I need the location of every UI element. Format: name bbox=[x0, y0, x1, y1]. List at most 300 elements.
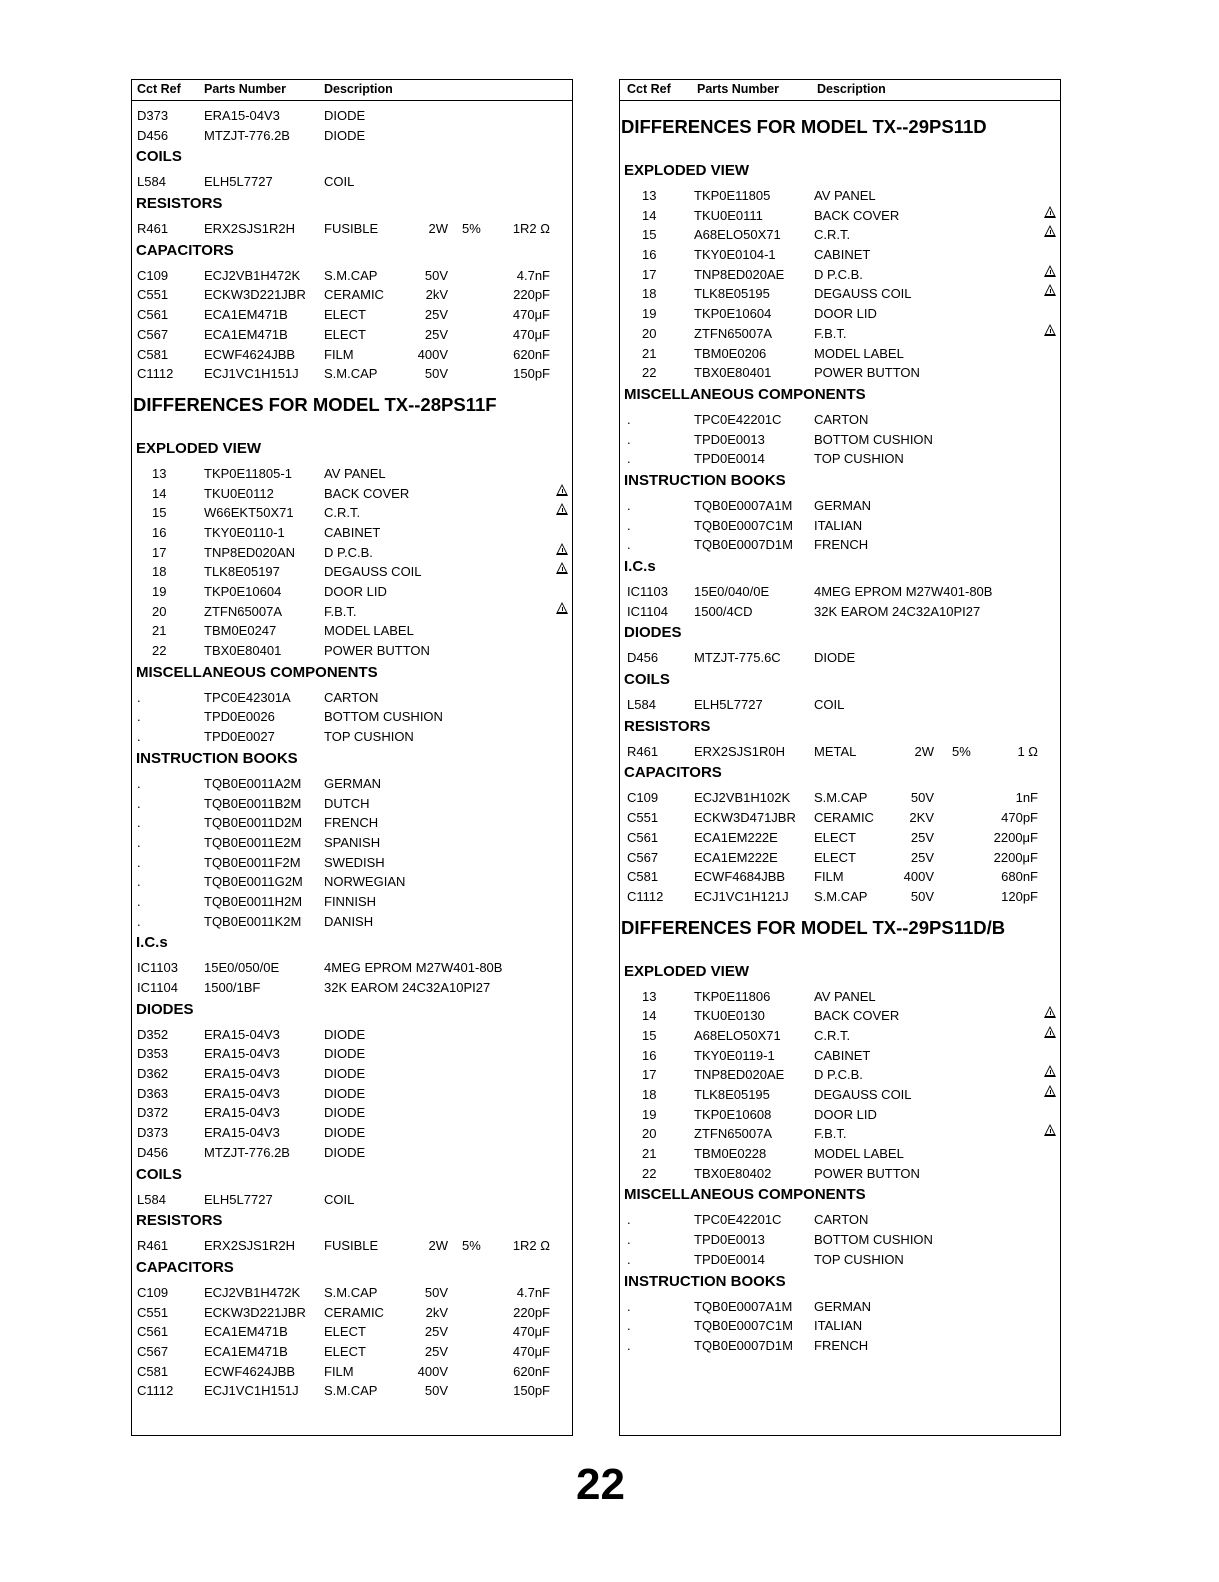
description: DOOR LID bbox=[324, 584, 387, 599]
description: TOP CUSHION bbox=[814, 451, 904, 467]
cct-ref: 17 bbox=[642, 1067, 657, 1083]
parts-number: ECJ1VC1H151J bbox=[204, 366, 299, 382]
table-row bbox=[620, 1297, 1060, 1317]
table-row bbox=[620, 496, 1060, 516]
safety-warning-icon bbox=[1044, 265, 1056, 277]
section-heading: MISCELLANEOUS COMPONENTS bbox=[136, 663, 378, 681]
table-row bbox=[620, 1026, 1060, 1046]
parts-number: TLK8E05195 bbox=[694, 286, 770, 302]
voltage-rating: 2kV bbox=[425, 1304, 448, 1320]
parts-number: 15E0/050/0E bbox=[204, 960, 280, 976]
parts-number: TPD0E0026 bbox=[204, 709, 275, 725]
voltage-rating: 2KV bbox=[909, 810, 934, 826]
description: FUSIBLE bbox=[324, 1238, 379, 1254]
table-row bbox=[620, 742, 1060, 762]
description: DUTCH bbox=[324, 795, 370, 811]
cct-ref: . bbox=[627, 1251, 631, 1267]
parts-number: ZTFN65007A bbox=[694, 1126, 773, 1142]
table-row bbox=[620, 808, 1060, 828]
table-row bbox=[132, 1103, 572, 1123]
safety-warning-icon bbox=[1044, 225, 1056, 237]
description: COIL bbox=[324, 174, 355, 190]
description: MODEL LABEL bbox=[814, 345, 904, 361]
safety-warning-icon bbox=[1044, 1124, 1056, 1136]
cct-ref: 21 bbox=[642, 345, 657, 361]
parts-number: TQB0E0011A2M bbox=[204, 775, 302, 791]
section-heading: I.C.s bbox=[624, 558, 656, 575]
component-value: 620nF bbox=[513, 346, 550, 362]
table-row bbox=[132, 325, 572, 345]
parts-number: TQB0E0007D1M bbox=[694, 537, 793, 553]
table-row bbox=[132, 172, 572, 192]
table-row bbox=[620, 887, 1060, 907]
table-row bbox=[620, 602, 1060, 622]
description: POWER BUTTON bbox=[814, 1165, 920, 1181]
component-value: 470μF bbox=[512, 1343, 550, 1359]
cct-ref: C109 bbox=[137, 267, 169, 283]
cct-ref: IC1104 bbox=[627, 603, 668, 619]
component-value: 1 Ω bbox=[1017, 743, 1038, 759]
parts-number: ECWF4684JBB bbox=[694, 869, 786, 885]
voltage-rating: 2kV bbox=[425, 287, 448, 303]
safety-warning-icon bbox=[1044, 206, 1056, 218]
table-row bbox=[620, 648, 1060, 668]
table-row bbox=[132, 1084, 572, 1104]
description: SPANISH bbox=[324, 834, 381, 850]
description: BOTTOM CUSHION bbox=[324, 709, 443, 725]
cct-ref: 20 bbox=[642, 325, 657, 341]
description: FRENCH bbox=[324, 815, 379, 831]
description: TOP CUSHION bbox=[324, 729, 414, 745]
description: NORWEGIAN bbox=[324, 874, 406, 890]
table-row bbox=[620, 344, 1060, 364]
voltage-rating: 2W bbox=[914, 743, 934, 759]
tolerance: 5% bbox=[952, 743, 971, 759]
description: FILM bbox=[814, 869, 844, 885]
cct-ref: C1112 bbox=[137, 366, 174, 382]
parts-number: TQB0E0011F2M bbox=[204, 854, 301, 870]
parts-number: TKP0E11806 bbox=[694, 988, 771, 1004]
description: DOOR LID bbox=[814, 1106, 877, 1122]
description: DIODE bbox=[324, 1046, 366, 1062]
cct-ref: 14 bbox=[642, 1008, 657, 1024]
left-parts-table bbox=[131, 79, 573, 1436]
parts-number: TPC0E42201C bbox=[694, 411, 782, 427]
table-row bbox=[620, 1065, 1060, 1085]
table-row bbox=[132, 1303, 572, 1323]
voltage-rating: 25V bbox=[424, 326, 448, 342]
cct-ref: D373 bbox=[137, 108, 169, 123]
section-heading: INSTRUCTION BOOKS bbox=[624, 471, 786, 489]
cct-ref: D353 bbox=[137, 1046, 169, 1062]
table-header bbox=[132, 80, 572, 101]
parts-number: ERA15-04V3 bbox=[204, 1125, 280, 1141]
safety-warning-icon bbox=[1044, 284, 1056, 296]
table-row bbox=[132, 582, 572, 602]
table-row bbox=[132, 503, 572, 523]
parts-number: TPD0E0027 bbox=[204, 729, 275, 745]
parts-number: 15E0/040/0E bbox=[694, 584, 770, 599]
table-row bbox=[620, 848, 1060, 868]
parts-number: ECKW3D221JBR bbox=[204, 287, 306, 303]
parts-number: ECJ2VB1H472K bbox=[204, 267, 301, 283]
component-value: 220pF bbox=[513, 287, 550, 303]
component-value: 470μF bbox=[512, 307, 550, 323]
parts-number: ECA1EM222E bbox=[694, 849, 778, 865]
cct-ref: D456 bbox=[627, 650, 659, 666]
parts-number: TQB0E0007D1M bbox=[694, 1337, 793, 1353]
table-row bbox=[132, 364, 572, 384]
parts-number: 1500/1BF bbox=[204, 980, 261, 995]
safety-warning-icon bbox=[1044, 324, 1056, 336]
cct-ref: . bbox=[137, 913, 141, 929]
cct-ref: 19 bbox=[642, 306, 657, 322]
cct-ref: C1112 bbox=[137, 1383, 174, 1399]
description: COIL bbox=[814, 697, 845, 713]
parts-number: TBM0E0247 bbox=[204, 623, 277, 639]
table-row bbox=[132, 219, 572, 239]
parts-number: TBX0E80401 bbox=[204, 643, 282, 659]
cct-ref: IC1103 bbox=[627, 584, 668, 599]
description: DANISH bbox=[324, 913, 374, 929]
safety-warning-icon bbox=[556, 484, 568, 496]
description: ELECT bbox=[324, 1343, 366, 1359]
cct-ref: . bbox=[627, 1337, 631, 1353]
cct-ref: . bbox=[137, 775, 141, 791]
cct-ref: R461 bbox=[137, 1238, 169, 1254]
parts-number: TLK8E05197 bbox=[204, 564, 280, 580]
cct-ref: . bbox=[137, 815, 141, 831]
table-header bbox=[620, 80, 1060, 101]
description: DEGAUSS COIL bbox=[814, 1087, 912, 1102]
description: CERAMIC bbox=[814, 810, 874, 826]
parts-number: TQB0E0007A1M bbox=[694, 497, 793, 513]
cct-ref: L584 bbox=[137, 1191, 166, 1207]
cct-ref: IC1103 bbox=[137, 960, 178, 976]
parts-number: ECA1EM471B bbox=[204, 326, 288, 342]
parts-number: ERA15-04V3 bbox=[204, 1026, 280, 1042]
parts-number: TKU0E0112 bbox=[204, 485, 274, 501]
description: DIODE bbox=[324, 1105, 366, 1121]
description: FRENCH bbox=[814, 1337, 869, 1353]
description: COIL bbox=[324, 1191, 355, 1207]
cct-ref: D372 bbox=[137, 1105, 169, 1121]
description: D P.C.B. bbox=[814, 1067, 863, 1083]
section-heading: EXPLODED VIEW bbox=[136, 439, 262, 457]
component-value: 150pF bbox=[513, 366, 550, 382]
cct-ref: 18 bbox=[642, 1087, 657, 1102]
parts-number: TBX0E80401 bbox=[694, 365, 772, 381]
description: SWEDISH bbox=[324, 854, 385, 870]
parts-number: TKP0E10604 bbox=[204, 584, 282, 599]
parts-number: TQB0E0011E2M bbox=[204, 834, 302, 850]
description: FRENCH bbox=[814, 537, 869, 553]
cct-ref: C567 bbox=[137, 326, 169, 342]
cct-ref: 19 bbox=[642, 1106, 657, 1122]
right-content bbox=[620, 101, 1060, 1356]
parts-number: ERA15-04V3 bbox=[204, 1085, 280, 1101]
table-row bbox=[132, 1381, 572, 1401]
table-row bbox=[620, 535, 1060, 555]
cct-ref: D363 bbox=[137, 1085, 169, 1101]
parts-number: TKY0E0119-1 bbox=[694, 1047, 775, 1063]
cct-ref: . bbox=[627, 411, 631, 427]
parts-number: TBX0E80402 bbox=[694, 1165, 772, 1181]
description: AV PANEL bbox=[324, 465, 386, 481]
parts-number: MTZJT-776.2B bbox=[204, 127, 290, 143]
component-value: 470μF bbox=[512, 1324, 550, 1340]
table-row bbox=[132, 912, 572, 932]
description: FILM bbox=[324, 1363, 354, 1379]
voltage-rating: 400V bbox=[417, 346, 448, 362]
tolerance: 5% bbox=[462, 1238, 481, 1254]
parts-number: ZTFN65007A bbox=[204, 603, 283, 619]
section-heading: MISCELLANEOUS COMPONENTS bbox=[624, 385, 866, 403]
component-value: 4.7nF bbox=[516, 1284, 550, 1300]
voltage-rating: 50V bbox=[424, 1284, 448, 1300]
table-row bbox=[132, 345, 572, 365]
parts-number: ERX2SJS1R2H bbox=[204, 221, 296, 237]
description: 32K EAROM 24C32A10PI27 bbox=[814, 603, 981, 619]
parts-number: TPD0E0014 bbox=[694, 451, 765, 467]
description: FUSIBLE bbox=[324, 221, 379, 237]
voltage-rating: 50V bbox=[424, 1383, 448, 1399]
section-heading: CAPACITORS bbox=[136, 241, 234, 259]
cct-ref: 18 bbox=[152, 564, 167, 580]
cct-ref: L584 bbox=[627, 697, 656, 713]
parts-number: TQB0E0011K2M bbox=[204, 913, 302, 929]
table-row bbox=[132, 707, 572, 727]
voltage-rating: 50V bbox=[424, 267, 448, 283]
table-row bbox=[132, 1322, 572, 1342]
table-row bbox=[132, 1236, 572, 1256]
cct-ref: . bbox=[627, 451, 631, 467]
parts-number: TPC0E42301A bbox=[204, 689, 291, 705]
description: GERMAN bbox=[324, 775, 382, 791]
description: DIODE bbox=[324, 127, 366, 143]
table-row bbox=[620, 987, 1060, 1007]
cct-ref: 21 bbox=[642, 1146, 657, 1162]
table-row bbox=[132, 833, 572, 853]
cct-ref: 16 bbox=[642, 247, 657, 263]
description: GERMAN bbox=[814, 497, 872, 513]
section-heading: DIODES bbox=[136, 1000, 194, 1018]
model-heading: DIFFERENCES FOR MODEL TX--29PS11D/B bbox=[621, 916, 1006, 938]
table-row bbox=[620, 410, 1060, 430]
cct-ref: 21 bbox=[152, 623, 167, 639]
table-row bbox=[132, 892, 572, 912]
description: BOTTOM CUSHION bbox=[814, 431, 933, 447]
cct-ref: C581 bbox=[627, 869, 659, 885]
table-row bbox=[132, 1342, 572, 1362]
cct-ref: 14 bbox=[152, 485, 167, 501]
table-row bbox=[132, 484, 572, 504]
cct-ref: 18 bbox=[642, 286, 657, 302]
header-parts-number: Parts Number bbox=[697, 82, 779, 96]
table-row bbox=[132, 688, 572, 708]
component-value: 2200μF bbox=[993, 829, 1038, 845]
parts-number: TPC0E42201C bbox=[694, 1212, 782, 1228]
cct-ref: 13 bbox=[642, 188, 657, 203]
table-row bbox=[620, 1210, 1060, 1230]
table-row bbox=[132, 1143, 572, 1163]
header-description: Description bbox=[324, 82, 393, 96]
cct-ref: 15 bbox=[152, 505, 167, 521]
description: ELECT bbox=[814, 829, 856, 845]
parts-number: ERA15-04V3 bbox=[204, 108, 280, 123]
safety-warning-icon bbox=[1044, 1006, 1056, 1018]
cct-ref: C109 bbox=[627, 790, 659, 806]
table-row bbox=[132, 958, 572, 978]
description: DIODE bbox=[324, 1085, 366, 1101]
cct-ref: C109 bbox=[137, 1284, 169, 1300]
description: S.M.CAP bbox=[814, 888, 868, 904]
parts-number: ECJ1VC1H151J bbox=[204, 1383, 299, 1399]
description: CABINET bbox=[814, 1047, 871, 1063]
parts-number: ECWF4624JBB bbox=[204, 1363, 296, 1379]
table-row bbox=[620, 449, 1060, 469]
cct-ref: 13 bbox=[642, 988, 657, 1004]
description: MODEL LABEL bbox=[814, 1146, 904, 1162]
table-row bbox=[132, 1044, 572, 1064]
parts-number: TKU0E0111 bbox=[694, 207, 763, 223]
description: DIODE bbox=[324, 1026, 366, 1042]
description: CARTON bbox=[814, 411, 869, 427]
model-heading: DIFFERENCES FOR MODEL TX--28PS11F bbox=[133, 393, 497, 415]
cct-ref: . bbox=[627, 517, 631, 533]
header-parts-number: Parts Number bbox=[204, 82, 286, 96]
cct-ref: . bbox=[627, 431, 631, 447]
cct-ref: . bbox=[137, 729, 141, 745]
table-row bbox=[620, 186, 1060, 206]
component-value: 220pF bbox=[513, 1304, 550, 1320]
table-row bbox=[132, 266, 572, 286]
parts-number: ERA15-04V3 bbox=[204, 1066, 280, 1082]
table-row bbox=[132, 1064, 572, 1084]
table-row bbox=[132, 978, 572, 998]
description: S.M.CAP bbox=[324, 1284, 378, 1300]
voltage-rating: 25V bbox=[424, 1343, 448, 1359]
description: CERAMIC bbox=[324, 1304, 384, 1320]
section-heading: RESISTORS bbox=[136, 1212, 223, 1230]
component-value: 2200μF bbox=[993, 849, 1038, 865]
description: FINNISH bbox=[324, 893, 376, 909]
table-row bbox=[132, 602, 572, 622]
cct-ref: 15 bbox=[642, 1027, 657, 1043]
cct-ref: 22 bbox=[152, 643, 167, 659]
component-value: 470pF bbox=[1001, 810, 1038, 826]
table-row bbox=[620, 828, 1060, 848]
description: ELECT bbox=[324, 326, 366, 342]
safety-warning-icon bbox=[1044, 1065, 1056, 1077]
table-row bbox=[620, 1124, 1060, 1144]
parts-number: ELH5L7727 bbox=[204, 1191, 273, 1207]
component-value: 150pF bbox=[513, 1383, 550, 1399]
description: ITALIAN bbox=[814, 517, 863, 533]
cct-ref: 20 bbox=[642, 1126, 657, 1142]
section-heading: RESISTORS bbox=[136, 195, 223, 213]
description: BACK COVER bbox=[814, 207, 900, 223]
voltage-rating: 2W bbox=[428, 1238, 448, 1254]
parts-number: W66EKT50X71 bbox=[204, 505, 294, 521]
parts-number: ZTFN65007A bbox=[694, 325, 773, 341]
safety-warning-icon bbox=[556, 503, 568, 515]
description: C.R.T. bbox=[814, 1027, 851, 1043]
table-row bbox=[132, 1362, 572, 1382]
section-heading: EXPLODED VIEW bbox=[624, 962, 750, 980]
table-row bbox=[132, 794, 572, 814]
cct-ref: 13 bbox=[152, 465, 167, 481]
table-row bbox=[132, 106, 572, 126]
parts-number: TQB0E0011H2M bbox=[204, 893, 303, 909]
parts-number: TKY0E0110-1 bbox=[204, 524, 285, 540]
table-row bbox=[620, 582, 1060, 602]
table-row bbox=[132, 727, 572, 747]
cct-ref: . bbox=[137, 874, 141, 890]
component-value: 4.7nF bbox=[516, 267, 550, 283]
table-row bbox=[620, 788, 1060, 808]
parts-number: ECJ1VC1H121J bbox=[694, 888, 789, 904]
table-row bbox=[132, 1190, 572, 1210]
table-row bbox=[620, 265, 1060, 285]
description: C.R.T. bbox=[814, 227, 851, 243]
cct-ref: D456 bbox=[137, 127, 169, 143]
table-row bbox=[132, 523, 572, 543]
voltage-rating: 400V bbox=[903, 869, 934, 885]
section-heading: EXPLODED VIEW bbox=[624, 162, 750, 179]
parts-number: TKU0E0130 bbox=[694, 1008, 765, 1024]
table-row bbox=[620, 284, 1060, 304]
cct-ref: C581 bbox=[137, 1363, 169, 1379]
cct-ref: . bbox=[627, 1212, 631, 1228]
description: AV PANEL bbox=[814, 988, 876, 1004]
cct-ref: . bbox=[137, 795, 141, 811]
section-heading: DIODES bbox=[624, 624, 682, 642]
parts-number: ERA15-04V3 bbox=[204, 1105, 280, 1121]
parts-number: TBM0E0206 bbox=[694, 345, 767, 361]
description: METAL bbox=[814, 743, 857, 759]
parts-number: MTZJT-776.2B bbox=[204, 1144, 290, 1160]
table-row bbox=[620, 1164, 1060, 1184]
section-heading: CAPACITORS bbox=[136, 1258, 234, 1276]
cct-ref: 17 bbox=[642, 266, 657, 282]
parts-number: A68ELO50X71 bbox=[694, 227, 781, 243]
section-heading: I.C.s bbox=[136, 934, 168, 952]
description: S.M.CAP bbox=[324, 366, 378, 382]
voltage-rating: 50V bbox=[424, 366, 448, 382]
section-heading: RESISTORS bbox=[624, 717, 711, 735]
voltage-rating: 50V bbox=[910, 888, 934, 904]
section-heading: MISCELLANEOUS COMPONENTS bbox=[624, 1186, 866, 1204]
table-row bbox=[620, 1006, 1060, 1026]
description: F.B.T. bbox=[324, 603, 357, 619]
cct-ref: D352 bbox=[137, 1026, 169, 1042]
description: DOOR LID bbox=[814, 306, 877, 322]
section-heading: INSTRUCTION BOOKS bbox=[136, 749, 298, 767]
cct-ref: 20 bbox=[152, 603, 167, 619]
section-heading: INSTRUCTION BOOKS bbox=[624, 1272, 786, 1290]
voltage-rating: 25V bbox=[424, 1324, 448, 1340]
parts-number: TKP0E11805-1 bbox=[204, 465, 292, 481]
cct-ref: . bbox=[627, 1318, 631, 1334]
header-cct-ref: Cct Ref bbox=[137, 82, 181, 96]
cct-ref: C561 bbox=[137, 1324, 169, 1340]
description: DEGAUSS COIL bbox=[814, 286, 912, 302]
description: CABINET bbox=[814, 247, 871, 263]
tolerance: 5% bbox=[462, 221, 481, 237]
cct-ref: 19 bbox=[152, 584, 167, 599]
parts-number: ECWF4624JBB bbox=[204, 346, 296, 362]
